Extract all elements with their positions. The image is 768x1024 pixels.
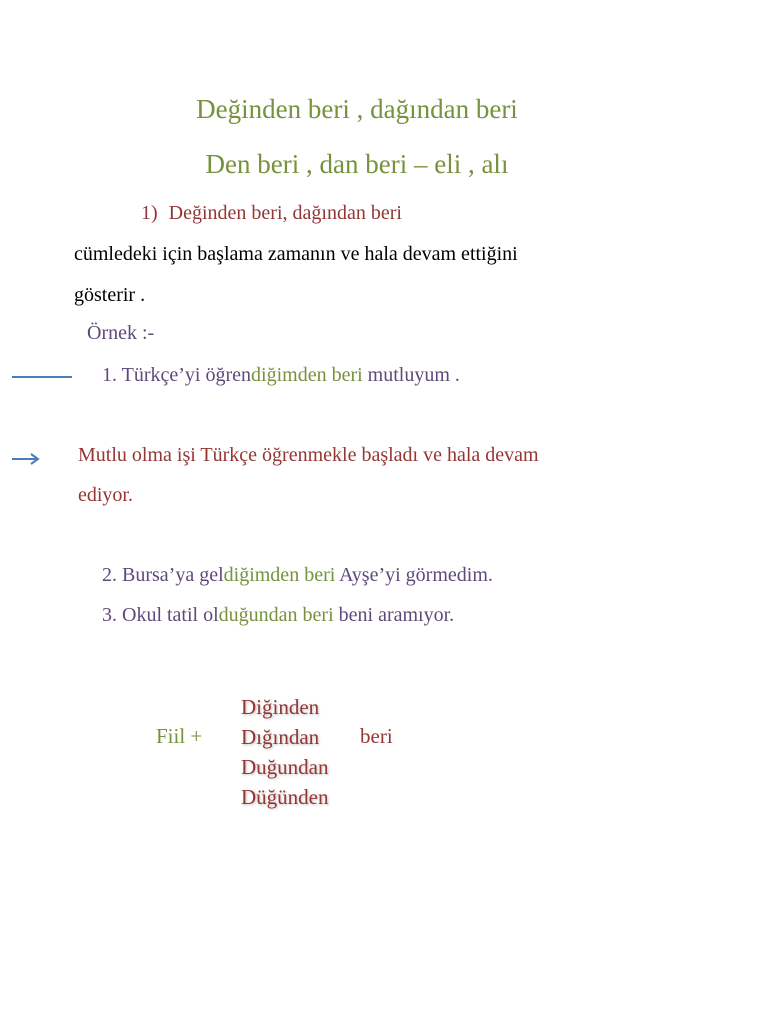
example-2-suffix: diğimden beri [223, 564, 336, 586]
example-3-rest: beni aramıyor. [333, 604, 455, 626]
arrow-right-icon [10, 452, 42, 466]
section-heading-text: Değinden beri, dağından beri [168, 202, 402, 224]
example-3 [102, 604, 454, 627]
formula-suffix-list [241, 692, 329, 812]
title-line-2: Den beri , dan beri – eli , alı [205, 149, 509, 179]
section-heading [141, 202, 402, 225]
example-3-stem: Okul tatil ol [122, 604, 219, 626]
example-2-number: 2. [102, 564, 117, 586]
suffix-item: Dığından [241, 725, 320, 749]
example-2-rest: Ayşe’yi görmedim. [335, 564, 493, 586]
suffix-item: Duğundan [241, 755, 329, 779]
example-1-rest: mutluyum . [362, 364, 460, 386]
example-1-suffix: diğimden beri [251, 364, 363, 386]
explanation-line-1: Mutlu olma işi Türkçe öğrenmekle başladı ve hala devam [78, 444, 539, 466]
description-line-2: gösterir . [74, 284, 146, 306]
example-3-number: 3. [102, 604, 117, 626]
line-marker-icon [12, 376, 72, 378]
formula-verb: Fiil + [156, 724, 203, 748]
example-1-stem: Türkçe’yi öğren [121, 364, 252, 386]
example-3-suffix: duğundan beri [218, 604, 334, 626]
example-2 [102, 564, 493, 587]
explanation-line-2: ediyor. [78, 484, 133, 506]
example-2-stem: Bursa’ya gel [122, 564, 224, 586]
description-line-1: cümledeki için başlama zamanın ve hala devam ettiğini [74, 243, 518, 265]
suffix-item: Düğünden [241, 785, 329, 809]
title-line-1: Değinden beri , dağından beri [196, 94, 518, 124]
section-number: 1) [141, 202, 158, 224]
suffix-item: Diğinden [241, 695, 320, 719]
example-label: Örnek :- [87, 322, 155, 344]
formula-beri: beri [360, 724, 393, 748]
example-1 [102, 364, 460, 387]
example-1-number: 1. [102, 364, 117, 386]
